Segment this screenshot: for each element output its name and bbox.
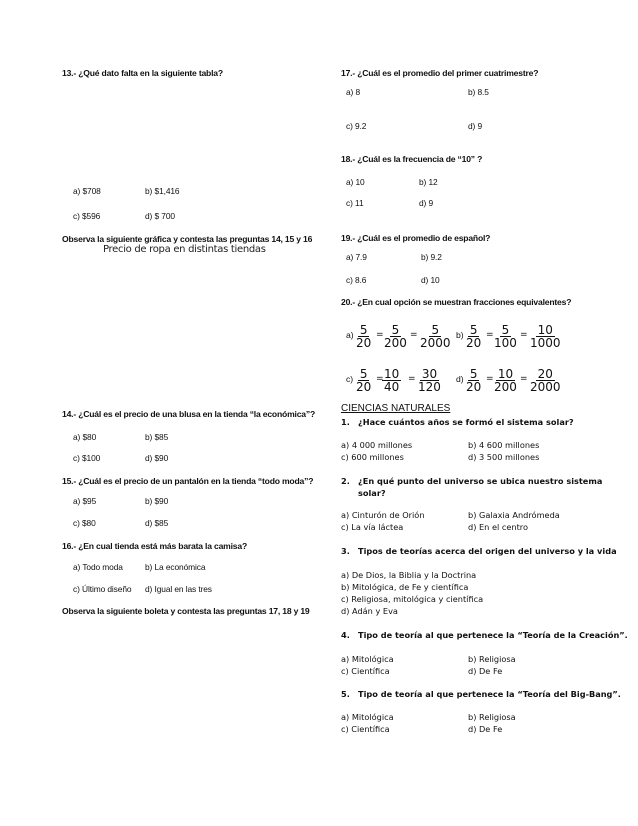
q19-option-a[interactable]: a) 7.9: [346, 252, 367, 262]
science-q3-title: Tipos de teorías acerca del origen del universo y la vida: [358, 546, 617, 556]
q19-title: 19.- ¿Cuál es el promedio de español?: [341, 233, 491, 243]
q16-option-d[interactable]: d) Igual en las tres: [145, 584, 212, 594]
q14-title: 14.- ¿Cuál es el precio de una blusa en la tienda “la económica”?: [62, 409, 316, 419]
q15-option-a[interactable]: a) $95: [73, 496, 97, 506]
fraction: [492, 368, 519, 393]
instruction-graph: Observa la siguiente gráfica y contesta las preguntas 14, 15 y 16: [62, 234, 313, 244]
q14-option-d[interactable]: d) $90: [145, 453, 169, 463]
science-q3-option-b[interactable]: b) Mitológica, de Fe y científica: [341, 582, 469, 592]
q20-title: 20.- ¿En cual opción se muestran fracciones equivalentes?: [341, 297, 572, 307]
science-q4-option-d[interactable]: d) De Fe: [468, 666, 503, 676]
science-q3-option-c[interactable]: c) Religiosa, mitológica y científica: [341, 594, 484, 604]
science-q4-number: 4.: [341, 630, 350, 640]
denominator: 20: [466, 336, 482, 350]
q13-option-d[interactable]: d) $ 700: [145, 211, 175, 221]
numerator: 5: [431, 323, 440, 337]
science-q2-option-b[interactable]: b) Galaxia Andrómeda: [468, 510, 560, 520]
denominator: 100: [494, 336, 517, 350]
q16-title: 16.- ¿En cual tienda está más barata la camisa?: [62, 541, 248, 551]
denominator: 200: [494, 380, 517, 394]
science-q1-option-a[interactable]: a) 4 000 millones: [341, 440, 413, 450]
q18-option-d[interactable]: d) 9: [419, 198, 434, 208]
denominator: 2000: [420, 336, 451, 350]
numerator: 10: [384, 367, 400, 381]
numerator: 5: [469, 367, 478, 381]
fraction: [416, 368, 443, 393]
q16-option-c[interactable]: c) Último diseño: [73, 584, 132, 594]
q20-option-b-label[interactable]: b): [456, 330, 464, 340]
q19-option-d[interactable]: d) 10: [421, 275, 440, 285]
denominator: 20: [466, 380, 482, 394]
denominator: 40: [384, 380, 400, 394]
fraction: [464, 324, 483, 349]
equals-sign: =: [408, 374, 416, 384]
fraction: [354, 324, 373, 349]
q14-option-b[interactable]: b) $85: [145, 432, 169, 442]
fraction: [418, 324, 453, 349]
science-q1-option-c[interactable]: c) 600 millones: [341, 452, 404, 462]
q19-option-b[interactable]: b) 9.2: [421, 252, 442, 262]
equals-sign: =: [486, 330, 494, 340]
equals-sign: =: [486, 374, 494, 384]
science-q2-option-c[interactable]: c) La vía láctea: [341, 522, 404, 532]
science-q3-option-a[interactable]: a) De Dios, la Biblia y la Doctrina: [341, 570, 477, 580]
numerator: 30: [421, 367, 438, 381]
q16-option-a[interactable]: a) Todo moda: [73, 562, 123, 572]
science-q2-title: ¿En qué punto del universo se ubica nuestro sistema: [358, 476, 603, 486]
fraction: [528, 324, 563, 349]
numerator: 5: [359, 323, 368, 337]
science-q2-number: 2.: [341, 476, 350, 486]
q15-option-c[interactable]: c) $80: [73, 518, 96, 528]
denominator: 200: [384, 336, 407, 350]
q20-option-d-label[interactable]: d): [456, 374, 464, 384]
science-q2-option-a[interactable]: a) Cinturón de Orión: [341, 510, 425, 520]
science-q2-option-d[interactable]: d) En el centro: [468, 522, 529, 532]
equals-sign: =: [520, 374, 528, 384]
equals-sign: =: [376, 330, 384, 340]
science-q4-option-a[interactable]: a) Mitológica: [341, 654, 394, 664]
fraction: [382, 324, 409, 349]
denominator: 20: [356, 380, 372, 394]
q18-option-a[interactable]: a) 10: [346, 177, 365, 187]
numerator: 20: [537, 367, 553, 381]
q13-option-b[interactable]: b) $1,416: [145, 186, 180, 196]
fraction: [492, 324, 519, 349]
q16-option-b[interactable]: b) La económica: [145, 562, 206, 572]
q17-option-b[interactable]: b) 8.5: [468, 87, 489, 97]
q18-option-b[interactable]: b) 12: [419, 177, 438, 187]
numerator: 10: [497, 367, 514, 381]
numerator: 5: [359, 367, 368, 381]
denominator: 20: [356, 336, 372, 350]
q17-option-a[interactable]: a) 8: [346, 87, 361, 97]
science-q2-title-cont: solar?: [358, 488, 386, 498]
science-q1-option-b[interactable]: b) 4 600 millones: [468, 440, 540, 450]
q14-option-c[interactable]: c) $100: [73, 453, 101, 463]
science-q1-option-d[interactable]: d) 3 500 millones: [468, 452, 540, 462]
numerator: 5: [391, 323, 400, 337]
fraction: [382, 368, 401, 393]
q13-option-a[interactable]: a) $708: [73, 186, 101, 196]
q15-option-b[interactable]: b) $90: [145, 496, 169, 506]
q15-option-d[interactable]: d) $85: [145, 518, 169, 528]
fraction: [528, 368, 563, 393]
denominator: 1000: [530, 336, 561, 350]
q20-option-c-label[interactable]: c): [346, 374, 354, 384]
science-q1-title: ¿Hace cuántos años se formó el sistema solar?: [358, 417, 574, 427]
q15-title: 15.- ¿Cuál es el precio de un pantalón en la tienda “todo moda”?: [62, 476, 314, 486]
q17-option-c[interactable]: c) 9.2: [346, 121, 367, 131]
q14-option-a[interactable]: a) $80: [73, 432, 97, 442]
denominator: 2000: [530, 380, 561, 394]
numerator: 5: [501, 323, 510, 337]
science-q4-option-b[interactable]: b) Religiosa: [468, 654, 516, 664]
science-q3-number: 3.: [341, 546, 350, 556]
science-q5-number: 5.: [341, 689, 350, 699]
science-q5-title: Tipo de teoría al que pertenece la “Teoría del Big-Bang”.: [358, 689, 621, 699]
science-q4-title: Tipo de teoría al que pertenece la “Teoría de la Creación”.: [358, 630, 628, 640]
section-heading: CIENCIAS NATURALES: [341, 403, 451, 414]
q20-option-a-label[interactable]: a): [346, 330, 354, 340]
instruction-report-card: Observa la siguiente boleta y contesta las preguntas 17, 18 y 19: [62, 606, 310, 616]
q13-option-c[interactable]: c) $596: [73, 211, 101, 221]
equals-sign: =: [520, 330, 528, 340]
q18-title: 18.- ¿Cuál es la frecuencia de “10” ?: [341, 154, 483, 164]
q18-option-c[interactable]: c) 11: [346, 198, 364, 208]
equals-sign: =: [376, 374, 384, 384]
science-q3-option-d[interactable]: d) Adán y Eva: [341, 606, 398, 616]
science-q1-number: 1.: [341, 417, 350, 427]
q17-option-d[interactable]: d) 9: [468, 121, 483, 131]
q13-title: 13.- ¿Qué dato falta en la siguiente tabla?: [62, 68, 223, 78]
science-q5-option-b[interactable]: b) Religiosa: [468, 712, 516, 722]
science-q5-option-c[interactable]: c) Científica: [341, 724, 390, 734]
science-q5-option-d[interactable]: d) De Fe: [468, 724, 503, 734]
denominator: 120: [418, 380, 441, 394]
fraction: [354, 368, 373, 393]
q19-option-c[interactable]: c) 8.6: [346, 275, 367, 285]
q17-title: 17.- ¿Cuál es el promedio del primer cuatrimestre?: [341, 68, 539, 78]
chart-title: Precio de ropa en distintas tiendas: [103, 244, 266, 255]
fraction: [464, 368, 483, 393]
numerator: 5: [469, 323, 478, 337]
equals-sign: =: [410, 330, 418, 340]
science-q4-option-c[interactable]: c) Científica: [341, 666, 390, 676]
numerator: 10: [537, 323, 553, 337]
science-q5-option-a[interactable]: a) Mitológica: [341, 712, 394, 722]
